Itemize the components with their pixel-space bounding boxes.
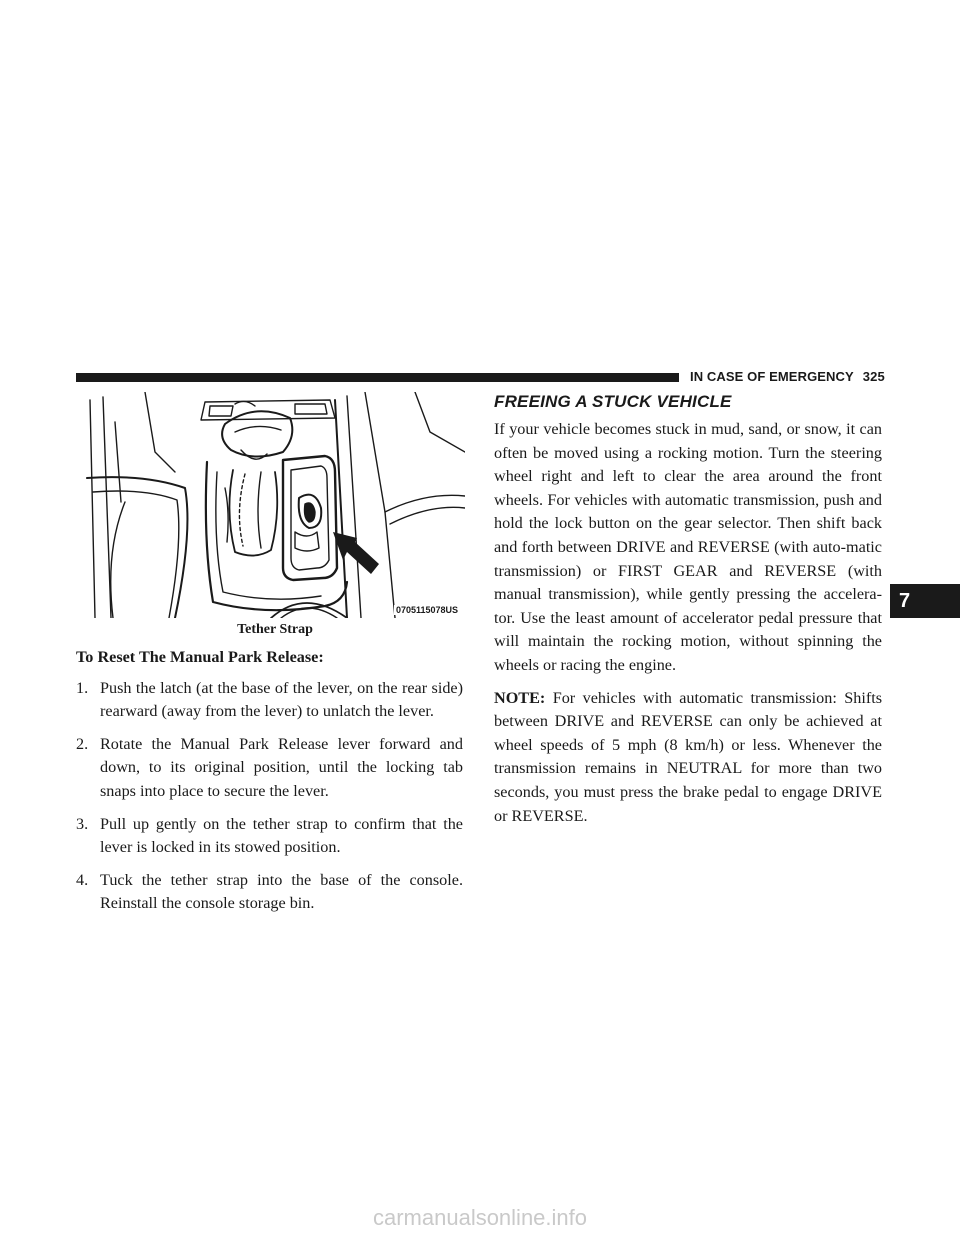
procedure-step [76,733,463,804]
step-text: Pull up gently on the tether strap to confirm that the lever is locked in its stowed position. [100,814,463,857]
step-number: 4. [76,870,89,889]
step-text: Rotate the Manual Park Release lever forward and down, to its original position, until the locking tab snaps into place to secure the lever. [100,734,463,800]
note-text: For vehicles with automatic transmission: Shifts between DRIVE and REVERSE can only be achieved at wheel speeds of 5 mph (8 km/h) or less. Whenever the transmission remains in NEUTRAL for more than two seconds, you must press the brake pedal to engage DRIVE or REVERSE. [494,688,883,825]
figure-code: 0705115078US [395,605,458,615]
watermark: carmanualsonline.info [372,1205,588,1230]
step-text: Push the latch (at the base of the lever, on the rear side) rearward (away from the lever) to unlatch the lever. [100,678,463,721]
running-header [690,369,885,384]
console-illustration [85,392,465,618]
body-paragraph: If your vehicle becomes stuck in mud, sand, or snow, it can often be moved using a rocking motion. Turn the steering wheel right and left to clear the area around the front wheels. For vehicles with automatic transmission, push and hold the lock button on the gear selector. Then shift back and forth between DRIVE and REVERSE (with auto-matic transmission) or FIRST GEAR and REVERSE (with manual transmission), while gently pressing the accelera-tor. Use the least amount of accelerator pedal pressure that will maintain the rocking motion, without spinning the wheels or racing the engine. [494,420,882,674]
left-column [76,646,463,925]
figure-caption: Tether Strap [237,622,313,637]
tether-strap-figure [85,392,465,618]
procedure-step [76,813,463,860]
right-column [494,418,882,837]
step-number: 2. [76,734,89,753]
step-number: 3. [76,814,89,833]
header-section: IN CASE OF EMERGENCY [690,369,854,384]
page-number: 325 [862,369,885,384]
procedure-step [76,677,463,724]
note-paragraph [494,687,882,829]
procedure-heading: To Reset The Manual Park Release: [76,648,324,666]
step-number: 1. [76,678,89,697]
procedure-steps [76,677,463,916]
chapter-tab: 7 [890,584,960,618]
procedure-step [76,869,463,916]
section-title: FREEING A STUCK VEHICLE [494,392,732,411]
header-rule [76,373,679,382]
note-label: NOTE: [494,688,546,707]
step-text: Tuck the tether strap into the base of the console. Reinstall the console storage bin. [100,870,463,913]
